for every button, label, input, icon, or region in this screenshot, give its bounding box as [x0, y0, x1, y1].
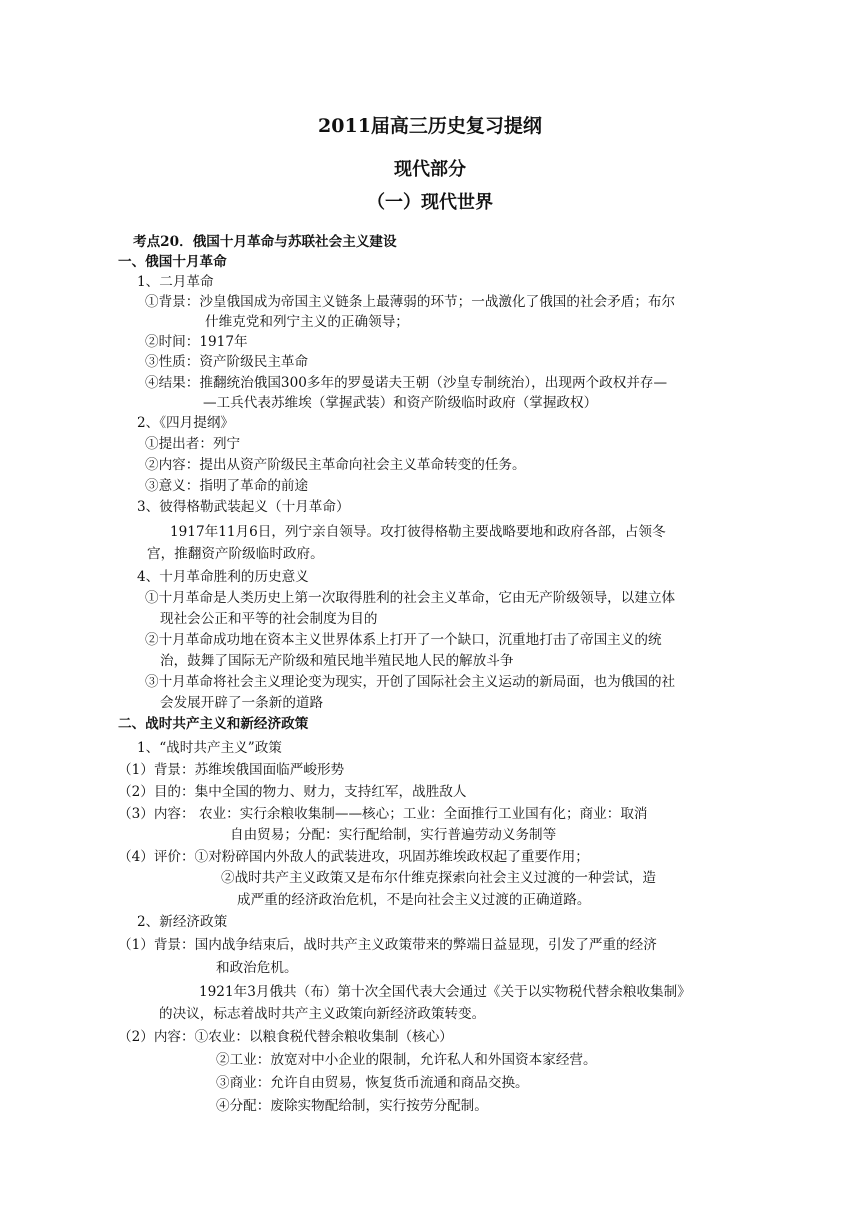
part2-s2-title: 2、新经济政策 — [137, 914, 228, 930]
part1-s2-content: ②内容：提出从资产阶级民主革命向社会主义革命转变的任务。 — [145, 457, 526, 473]
section-title: （一）现代世界 — [367, 192, 493, 213]
part2-s2-background: （1）背景：国内战争结束后，战时共产主义政策带来的弊端日益显现，引发了严重的经济 — [118, 937, 657, 953]
part1-s4-point-a: ①十月革命是人类历史上第一次取得胜利的社会主义革命，它由无产阶级领导，以建立体 — [145, 590, 676, 606]
part1-s3-paragraph-cont: 宫，推翻资产阶级临时政府。 — [147, 546, 324, 562]
part2-s1-content-cont: 自由贸易；分配：实行配给制，实行普遍劳动义务制等 — [230, 827, 557, 843]
part1-s1-time: ②时间：1917年 — [145, 334, 248, 350]
part2-s1-title: 1、“战时共产主义”政策 — [137, 740, 282, 756]
part-title: 现代部分 — [394, 159, 466, 180]
part1-s2-proposer: ①提出者：列宁 — [145, 436, 241, 452]
part1-s1-background: ①背景：沙皇俄国成为帝国主义链条上最薄弱的环节；一战激化了俄国的社会矛盾；布尔 — [145, 294, 676, 310]
part2-heading: 二、战时共产主义和新经济政策 — [118, 716, 309, 732]
part2-s2-paragraph-cont: 的决议，标志着战时共产主义政策向新经济政策转变。 — [159, 1006, 486, 1022]
part2-s2-content-commerce: ③商业：允许自由贸易，恢复货币流通和商品交换。 — [216, 1075, 529, 1091]
part2-s1-content: （3）内容： 农业：实行余粮收集制——核心；工业：全面推行工业国有化；商业：取消 — [118, 806, 648, 822]
part2-s2-content-industry: ②工业：放宽对中小企业的限制，允许私人和外国资本家经营。 — [216, 1052, 597, 1068]
part2-s1-goal: （2）目的：集中全国的物力、财力，支持红军，战胜敌人 — [118, 784, 467, 800]
part1-s3-paragraph: 1917年11月6日，列宁亲自领导。攻打彼得格勒主要战略要地和政府各部，占领冬 — [170, 524, 666, 540]
part2-s1-evaluation: （4）评价：①对粉碎国内外敌人的武装进攻，巩固苏维埃政权起了重要作用； — [118, 849, 589, 865]
part2-s1-background: （1）背景：苏维埃俄国面临严峻形势 — [118, 762, 345, 778]
part2-s1-evaluation-2-cont: 成严重的经济政治危机，不是向社会主义过渡的正确道路。 — [237, 892, 591, 908]
part1-s1-result-cont: —工兵代表苏维埃（掌握武装）和资产阶级临时政府（掌握政权） — [203, 395, 598, 411]
part1-s2-significance: ③意义：指明了革命的前途 — [145, 478, 309, 494]
part1-s2-title: 2、《四月提纲》 — [137, 415, 235, 431]
part1-s1-background-cont: 什维克党和列宁主义的正确领导； — [205, 314, 409, 330]
part1-s1-nature: ③性质：资产阶级民主革命 — [145, 354, 309, 370]
part2-s2-paragraph: 1921年3月俄共（布）第十次全国代表大会通过《关于以实物税代替余粮收集制》 — [199, 984, 691, 1000]
part2-s2-background-cont: 和政治危机。 — [216, 960, 298, 976]
part1-s4-point-c-cont: 会发展开辟了一条新的道路 — [160, 695, 324, 711]
document-title: 2011届高三历史复习提纲 — [318, 115, 542, 137]
part1-s4-title: 4、十月革命胜利的历史意义 — [137, 569, 309, 585]
part1-s4-point-a-cont: 现社会公正和平等的社会制度为目的 — [160, 611, 378, 627]
part1-s4-point-b: ②十月革命成功地在资本主义世界体系上打开了一个缺口，沉重地打击了帝国主义的统 — [145, 632, 662, 648]
part2-s2-content-distribution: ④分配：废除实物配给制，实行按劳分配制。 — [216, 1098, 488, 1114]
part2-s1-evaluation-2: ②战时共产主义政策又是布尔什维克探索向社会主义过渡的一种尝试，造 — [221, 870, 656, 886]
part1-heading: 一、俄国十月革命 — [118, 254, 227, 270]
part1-s3-title: 3、彼得格勒武装起义（十月革命） — [137, 499, 350, 515]
part1-s1-title: 1、二月革命 — [137, 274, 214, 290]
part1-s4-point-c: ③十月革命将社会主义理论变为现实，开创了国际社会主义运动的新局面，也为俄国的社 — [145, 674, 676, 690]
part1-s1-result: ④结果：推翻统治俄国300多年的罗曼诺夫王朝（沙皇专制统治），出现两个政权并存— — [145, 375, 668, 391]
part2-s2-content: （2）内容：①农业：以粮食税代替余粮收集制（核心） — [118, 1029, 453, 1045]
topic-heading: 考点20．俄国十月革命与苏联社会主义建设 — [133, 234, 397, 250]
part1-s4-point-b-cont: 治，鼓舞了国际无产阶级和殖民地半殖民地人民的解放斗争 — [160, 653, 514, 669]
